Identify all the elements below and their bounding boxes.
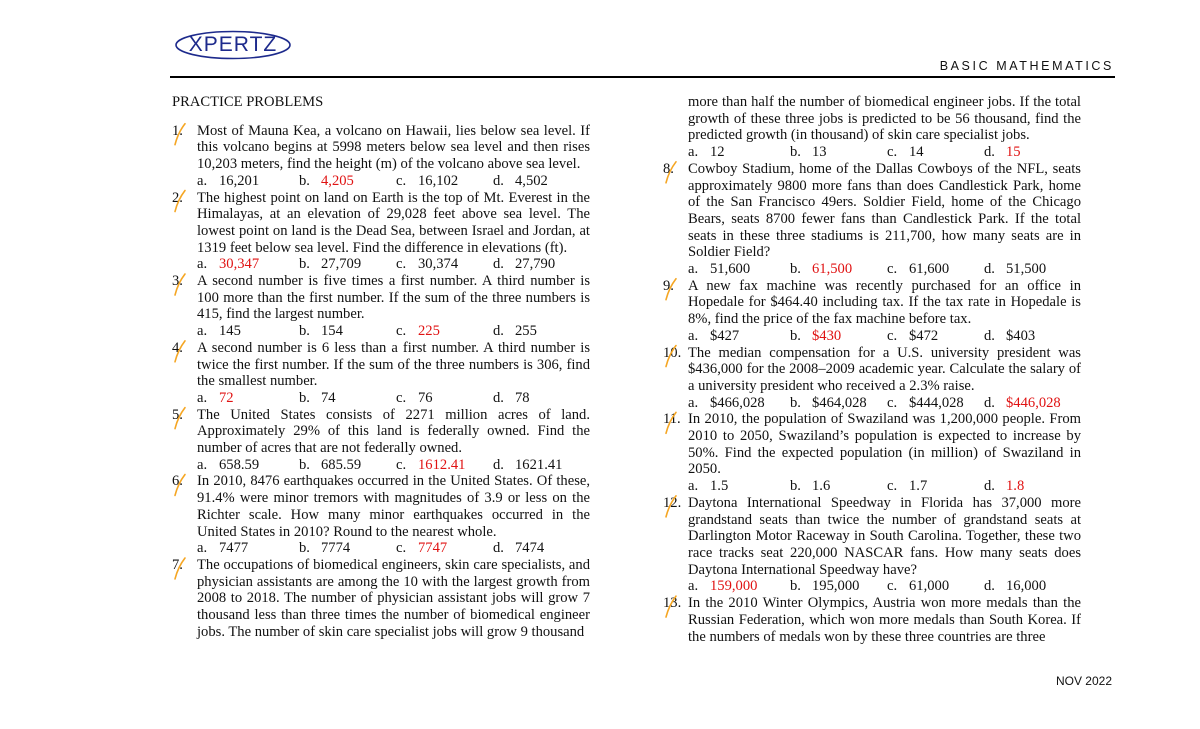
- option-value: 72: [219, 389, 234, 406]
- option-value: 1.6: [812, 478, 831, 495]
- answer-options: [663, 478, 1081, 495]
- answer-option[interactable]: [197, 457, 299, 474]
- answer-options: [663, 395, 1081, 412]
- answer-options: [663, 328, 1081, 345]
- option-letter: d.: [984, 578, 995, 595]
- option-letter: a.: [197, 256, 208, 273]
- question: [172, 473, 590, 540]
- question-text: Cowboy Stadium, home of the Dallas Cowboys of the NFL, seats approximately 9800 more fans than does Candlestick Park, home of the San Francisco 49ers. Soldier Field, home of the Chicago Bears, seats 8700 fewer fans than Candlestick Park. If the total seats in these three stadiums is 211,700, how many seats are in Soldier Field?: [688, 160, 1081, 261]
- question: [663, 345, 1081, 395]
- question-text-continued: more than half the number of biomedical engineer jobs. If the total growth of these three jobs is predicted to be 56 thousand, find the predicted growth (in thousand) of skin care specialist jobs.: [688, 94, 1081, 144]
- answer-option[interactable]: [299, 256, 396, 273]
- answer-option[interactable]: [493, 323, 583, 340]
- answer-option[interactable]: [887, 328, 984, 345]
- question-number: 6.: [172, 473, 183, 490]
- answer-option[interactable]: [396, 540, 493, 557]
- right-column: [663, 94, 1081, 645]
- answer-options: [172, 256, 590, 273]
- option-value: 74: [321, 389, 336, 406]
- option-letter: d.: [984, 327, 995, 344]
- question-number: 11.: [663, 411, 681, 428]
- answer-option[interactable]: [887, 578, 984, 595]
- answer-option[interactable]: [396, 457, 493, 474]
- answer-option[interactable]: [396, 256, 493, 273]
- option-value: 16,000: [1006, 578, 1047, 595]
- answer-options: [172, 173, 590, 190]
- option-letter: d.: [984, 144, 995, 161]
- footer-date: NOV 2022: [1055, 674, 1112, 688]
- answer-option[interactable]: [197, 390, 299, 407]
- answer-option[interactable]: [688, 328, 790, 345]
- question-text: A second number is five times a first number. A third number is 100 more than the first number. If the sum of the three numbers is 415, find the largest number.: [197, 273, 590, 323]
- answer-option[interactable]: [984, 328, 1074, 345]
- answer-options: [663, 144, 1081, 161]
- question-number: 12.: [663, 494, 682, 511]
- logo-text: XPERTZ: [188, 33, 278, 56]
- option-letter: a.: [688, 578, 699, 595]
- option-letter: c.: [887, 578, 898, 595]
- answer-option[interactable]: [887, 261, 984, 278]
- answer-option[interactable]: [984, 144, 1074, 161]
- answer-option[interactable]: [688, 578, 790, 595]
- left-column: [172, 94, 590, 641]
- question: [172, 407, 590, 457]
- question: [172, 273, 590, 323]
- option-value: 7477: [219, 540, 249, 557]
- option-letter: a.: [197, 389, 208, 406]
- question: [172, 123, 590, 173]
- answer-option[interactable]: [790, 578, 887, 595]
- option-letter: c.: [396, 456, 407, 473]
- option-letter: a.: [197, 540, 208, 557]
- option-value: 30,347: [219, 256, 260, 273]
- answer-option[interactable]: [887, 144, 984, 161]
- answer-option[interactable]: [197, 323, 299, 340]
- answer-option[interactable]: [790, 328, 887, 345]
- question: [663, 278, 1081, 328]
- option-letter: c.: [887, 478, 898, 495]
- option-letter: b.: [299, 540, 310, 557]
- question-number: 4.: [172, 339, 183, 356]
- question: [172, 190, 590, 257]
- option-value: 7747: [418, 540, 448, 557]
- option-letter: d.: [493, 456, 504, 473]
- question-text: In 2010, the population of Swaziland was 1,200,000 people. From 2010 to 2050, Swaziland’s population is expected to increase by 50%. Find the expected population (in million) of Swaziland in 2050.: [688, 411, 1081, 478]
- answer-option[interactable]: [493, 173, 583, 190]
- option-letter: b.: [790, 394, 801, 411]
- option-letter: c.: [396, 172, 407, 189]
- option-value: 159,000: [710, 578, 758, 595]
- option-value: 14: [909, 144, 924, 161]
- option-letter: a.: [688, 261, 699, 278]
- option-letter: b.: [790, 261, 801, 278]
- option-letter: b.: [299, 172, 310, 189]
- question: [663, 495, 1081, 579]
- question-number: 13.: [663, 595, 682, 612]
- answer-option[interactable]: [493, 540, 583, 557]
- option-value: $427: [710, 327, 740, 344]
- header-title: BASIC MATHEMATICS: [939, 59, 1114, 73]
- option-value: 7774: [321, 540, 351, 557]
- option-letter: c.: [887, 394, 898, 411]
- option-letter: b.: [790, 478, 801, 495]
- option-value: 13: [812, 144, 827, 161]
- option-value: 61,600: [909, 261, 950, 278]
- option-value: 1.7: [909, 478, 928, 495]
- question-text: A second number is 6 less than a first number. A third number is twice the first number. If the sum of the three numbers is 306, find the smallest number.: [197, 339, 590, 390]
- answer-option[interactable]: [396, 323, 493, 340]
- option-letter: b.: [790, 144, 801, 161]
- option-letter: c.: [396, 323, 407, 340]
- header-divider: [170, 76, 1115, 78]
- option-value: 16,201: [219, 172, 260, 189]
- option-value: $472: [909, 327, 939, 344]
- answer-option[interactable]: [984, 395, 1074, 412]
- question: [172, 340, 590, 390]
- option-value: 51,500: [1006, 261, 1047, 278]
- answer-options: [172, 457, 590, 474]
- question-number: 5.: [172, 406, 183, 423]
- answer-option[interactable]: [299, 390, 396, 407]
- option-letter: d.: [493, 172, 504, 189]
- option-value: 4,502: [515, 172, 548, 189]
- option-value: 154: [321, 323, 343, 340]
- option-value: 225: [418, 323, 440, 340]
- option-letter: b.: [299, 323, 310, 340]
- answer-options: [172, 323, 590, 340]
- answer-option[interactable]: [299, 323, 396, 340]
- option-value: 51,600: [710, 261, 751, 278]
- answer-option[interactable]: [984, 261, 1074, 278]
- question-text: The occupations of biomedical engineers, skin care specialists, and physician assistants are among the 10 with the largest growth from 2008 to 2018. The number of physician assistant jobs will grow 7 thousand less than three times the number of biomedical engineer jobs. The number of skin care specialist jobs will grow 9 thousand: [197, 556, 590, 640]
- option-value: 27,790: [515, 256, 556, 273]
- option-letter: b.: [299, 456, 310, 473]
- answer-option[interactable]: [887, 478, 984, 495]
- option-value: $444,028: [909, 394, 964, 411]
- answer-option[interactable]: [299, 457, 396, 474]
- option-value: 195,000: [812, 578, 860, 595]
- option-value: 15: [1006, 144, 1021, 161]
- question-number: 1.: [172, 122, 183, 139]
- answer-option[interactable]: [493, 256, 583, 273]
- option-value: 30,374: [418, 256, 459, 273]
- question-number: 2.: [172, 189, 183, 206]
- option-letter: d.: [984, 394, 995, 411]
- option-letter: d.: [493, 323, 504, 340]
- option-value: 685.59: [321, 456, 362, 473]
- answer-option[interactable]: [887, 395, 984, 412]
- option-value: 1.8: [1006, 478, 1025, 495]
- question-text: A new fax machine was recently purchased for an office in Hopedale for $464.40 including tax. If the tax rate in Hopedale is 8%, find the price of the fax machine before tax.: [688, 277, 1081, 328]
- answer-option[interactable]: [396, 390, 493, 407]
- option-letter: d.: [984, 478, 995, 495]
- answer-option[interactable]: [790, 478, 887, 495]
- question-number: 8.: [663, 160, 674, 177]
- answer-option[interactable]: [688, 144, 790, 161]
- option-letter: c.: [396, 389, 407, 406]
- option-letter: a.: [688, 327, 699, 344]
- option-value: 255: [515, 323, 537, 340]
- option-value: $446,028: [1006, 394, 1061, 411]
- question-text: The United States consists of 2271 million acres of land. Approximately 29% of this land is federally owned. Find the number of acres that are not federally owned.: [197, 406, 590, 457]
- option-letter: a.: [197, 456, 208, 473]
- option-value: $403: [1006, 327, 1036, 344]
- answer-option[interactable]: [790, 395, 887, 412]
- option-letter: a.: [688, 478, 699, 495]
- question-text: In the 2010 Winter Olympics, Austria won more medals than the Russian Federation, which won more medals than South Korea. If the numbers of medals won by these three countries are three: [688, 595, 1081, 645]
- question-text: In 2010, 8476 earthquakes occurred in the United States. Of these, 91.4% were minor tremors with magnitudes of 3.9 or less on the Richter scale. How many minor earthquakes occurred in the United States in 2010? Round to the nearest whole.: [197, 473, 590, 540]
- answer-option[interactable]: [197, 173, 299, 190]
- option-letter: b.: [790, 578, 801, 595]
- option-value: 658.59: [219, 456, 260, 473]
- question-text: Daytona International Speedway in Florida has 37,000 more grandstand seats than twice the number of grandstand seats at Darlington Motor Raceway in South Carolina. Together, these two race tracks seat 220,000 NASCAR fans. How many seats does Daytona International Speedway have?: [688, 494, 1081, 578]
- option-letter: c.: [396, 540, 407, 557]
- answer-option[interactable]: [688, 478, 790, 495]
- option-letter: c.: [887, 261, 898, 278]
- answer-option[interactable]: [197, 256, 299, 273]
- answer-options: [172, 540, 590, 557]
- option-value: $466,028: [710, 394, 765, 411]
- option-letter: d.: [493, 389, 504, 406]
- option-value: 145: [219, 323, 241, 340]
- question-text: Most of Mauna Kea, a volcano on Hawaii, lies below sea level. If this volcano begins at 5998 meters below sea level and then rises 10,203 meters, find the height (m) of the volcano above sea level.: [197, 122, 590, 173]
- question: [663, 595, 1081, 645]
- answer-option[interactable]: [396, 173, 493, 190]
- option-letter: d.: [984, 261, 995, 278]
- option-letter: d.: [493, 540, 504, 557]
- option-letter: a.: [688, 144, 699, 161]
- option-value: 16,102: [418, 172, 459, 189]
- option-value: 7474: [515, 540, 545, 557]
- option-letter: a.: [197, 172, 208, 189]
- option-value: 12: [710, 144, 725, 161]
- answer-option[interactable]: [493, 390, 583, 407]
- option-letter: b.: [299, 256, 310, 273]
- option-value: 1621.41: [515, 456, 563, 473]
- question-number: 3.: [172, 273, 183, 290]
- answer-option[interactable]: [493, 457, 583, 474]
- option-letter: a.: [688, 394, 699, 411]
- option-value: $464,028: [812, 394, 867, 411]
- question: [172, 557, 590, 641]
- question-text: The highest point on land on Earth is the top of Mt. Everest in the Himalayas, at an elevation of 29,028 feet above sea level. The lowest point on land is the Dead Sea, between Israel and Jordan, at 1319 feet below sea level. Find the difference in elevations (ft).: [197, 189, 590, 256]
- option-letter: b.: [299, 389, 310, 406]
- answer-options: [663, 578, 1081, 595]
- answer-option[interactable]: [790, 144, 887, 161]
- option-value: 4,205: [321, 172, 354, 189]
- question-text: The median compensation for a U.S. university president was $436,000 for the 2008–2009 academic year. Calculate the salary of a university president who received a 2.3% raise.: [688, 344, 1081, 394]
- option-letter: d.: [493, 256, 504, 273]
- question: [663, 161, 1081, 261]
- answer-option[interactable]: [984, 478, 1074, 495]
- answer-option[interactable]: [299, 540, 396, 557]
- answer-option[interactable]: [984, 578, 1074, 595]
- answer-options: [172, 390, 590, 407]
- answer-options: [663, 261, 1081, 278]
- option-value: 1.5: [710, 478, 729, 495]
- answer-option[interactable]: [790, 261, 887, 278]
- section-title: PRACTICE PROBLEMS: [172, 94, 324, 110]
- option-value: 76: [418, 389, 433, 406]
- option-value: 27,709: [321, 256, 362, 273]
- option-value: 61,500: [812, 261, 853, 278]
- option-letter: a.: [197, 323, 208, 340]
- option-value: 61,000: [909, 578, 950, 595]
- question-number: 7.: [172, 556, 183, 573]
- answer-option[interactable]: [299, 173, 396, 190]
- answer-option[interactable]: [197, 540, 299, 557]
- question-number: 9.: [663, 277, 674, 294]
- option-value: 78: [515, 389, 530, 406]
- question-number: 10.: [663, 344, 682, 361]
- option-letter: c.: [887, 144, 898, 161]
- option-letter: c.: [887, 327, 898, 344]
- answer-option[interactable]: [688, 395, 790, 412]
- option-value: 1612.41: [418, 456, 466, 473]
- xpertz-logo: [174, 30, 292, 60]
- option-letter: c.: [396, 256, 407, 273]
- option-letter: b.: [790, 327, 801, 344]
- answer-option[interactable]: [688, 261, 790, 278]
- option-value: $430: [812, 327, 842, 344]
- question: [663, 411, 1081, 478]
